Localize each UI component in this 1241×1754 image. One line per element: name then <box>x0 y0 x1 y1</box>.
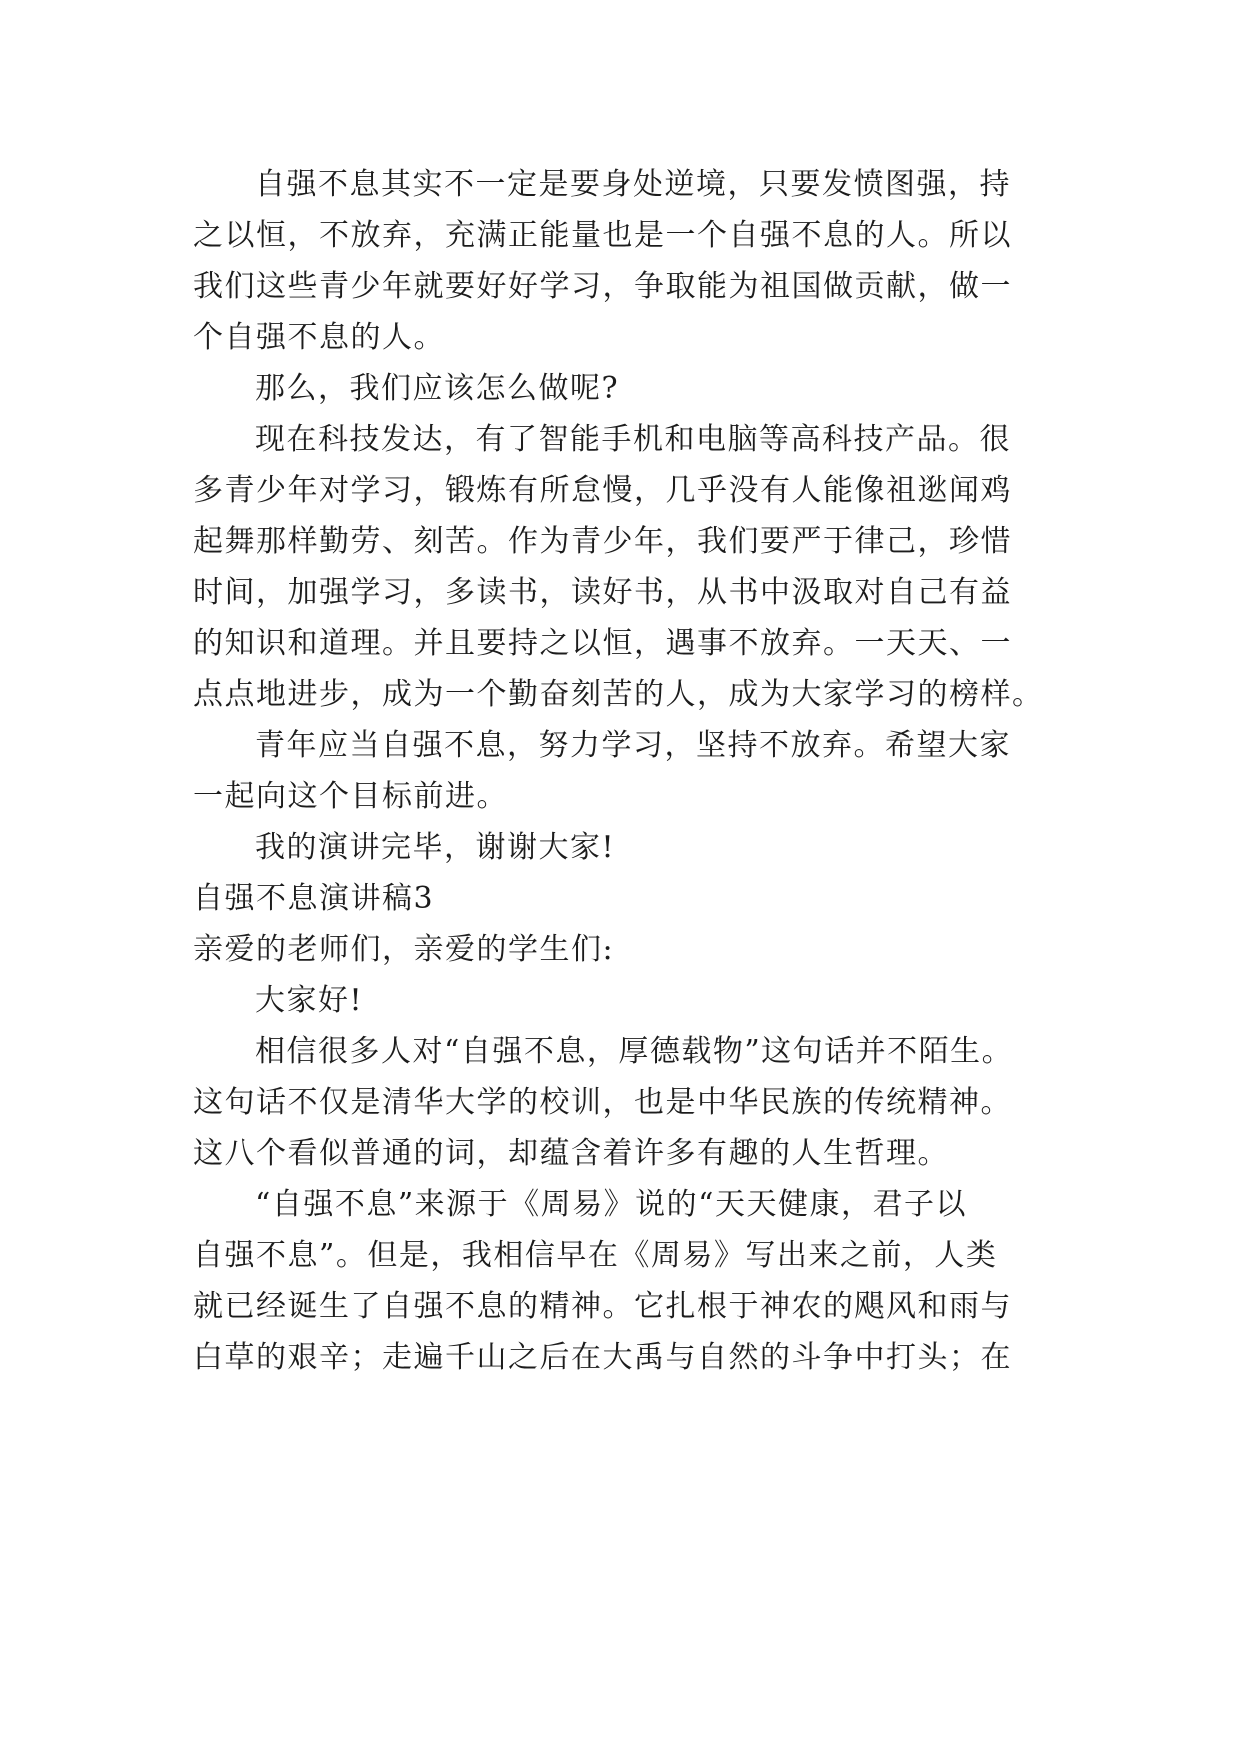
text-line: 的知识和道理。并且要持之以恒，遇事不放弃。一天天、一 <box>193 626 1012 661</box>
document-body <box>193 159 1083 1383</box>
text-line: 起舞那样勤劳、刻苦。作为青少年，我们要严于律己，珍惜 <box>193 524 1012 559</box>
text-line: 个自强不息的人。 <box>193 320 445 355</box>
text-line: 一起向这个目标前进。 <box>193 779 508 814</box>
text-line: 就已经诞生了自强不息的精神。它扎根于神农的飓风和雨与 <box>193 1289 1012 1324</box>
text-line: 自强不息”。但是，我相信早在《周易》写出来之前，人类 <box>193 1238 998 1273</box>
text-line: 我的演讲完毕，谢谢大家! <box>255 830 616 865</box>
section-heading: 自强不息演讲稿3 <box>193 881 435 916</box>
text-line: 那么，我们应该怎么做呢? <box>255 371 620 406</box>
salutation: 亲爱的老师们，亲爱的学生们: <box>193 932 615 967</box>
text-line: 之以恒，不放弃，充满正能量也是一个自强不息的人。所以 <box>193 218 1012 253</box>
text-line: 时间，加强学习，多读书，读好书，从书中汲取对自己有益 <box>193 575 1012 610</box>
greeting: 大家好! <box>255 983 364 1018</box>
text-line: 这八个看似普通的词，却蕴含着许多有趣的人生哲理。 <box>193 1136 949 1171</box>
text-line: 点点地进步，成为一个勤奋刻苦的人，成为大家学习的榜样。 <box>193 677 1044 712</box>
text-line: 自强不息其实不一定是要身处逆境，只要发愤图强，持 <box>255 167 1011 202</box>
text-line: 现在科技发达，有了智能手机和电脑等高科技产品。很 <box>255 422 1011 457</box>
text-line: 相信很多人对“自强不息，厚德载物”这句话并不陌生。 <box>255 1034 1014 1069</box>
text-line: 白草的艰辛；走遍千山之后在大禹与自然的斗争中打头；在 <box>193 1340 1012 1375</box>
text-line: 这句话不仅是清华大学的校训，也是中华民族的传统精神。 <box>193 1085 1012 1120</box>
text-line: 我们这些青少年就要好好学习，争取能为祖国做贡献，做一 <box>193 269 1012 304</box>
text-line: “自强不息”来源于《周易》说的“天天健康，君子以 <box>255 1187 968 1222</box>
text-line: 多青少年对学习，锻炼有所怠慢，几乎没有人能像祖逖闻鸡 <box>193 473 1012 508</box>
text-line: 青年应当自强不息，努力学习，坚持不放弃。希望大家 <box>255 728 1011 763</box>
